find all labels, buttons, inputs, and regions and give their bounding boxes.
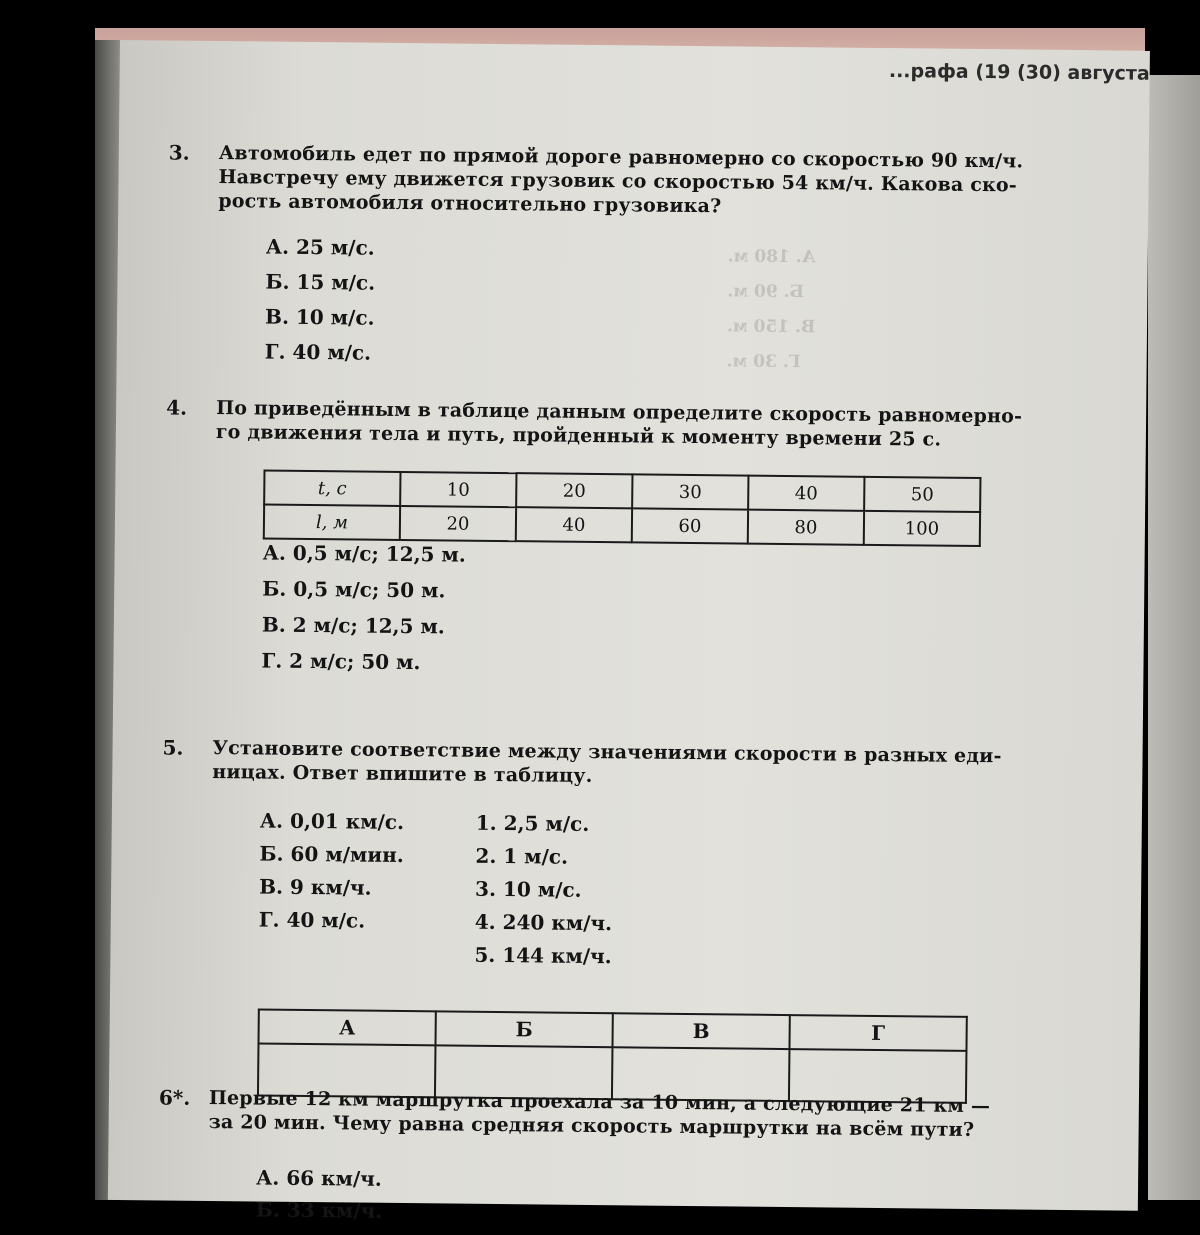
table-cell: 100 [864,511,980,546]
question-line: Навстречу ему движется грузовик со скоростью 54 км/ч. Какова ско- [218,166,1018,197]
task-question [218,141,1039,222]
table-cell: 20 [516,473,632,508]
answer-option-a: А. 25 м/с. [265,234,375,260]
task-number: 3. [168,140,190,165]
task-question [216,396,1036,453]
matching-left-item: А. 0,01 км/с. [259,808,405,835]
answer-header-b: Б [435,1011,612,1047]
table-cell: 40 [516,507,632,542]
table-cell: 40 [748,476,864,511]
answer-option-a: А. 66 км/ч. [255,1165,382,1191]
task-question [209,1086,1029,1143]
answer-option-v: В. 2 м/с; 12,5 м. [261,612,445,639]
matching-right-item: 4. 240 км/ч. [474,909,613,936]
answer-options [256,1161,383,1226]
table-cell: 60 [632,508,748,543]
adjacent-page-edge [1148,75,1200,1200]
task-4 [166,395,1026,675]
matching-right-item: 1. 2,5 м/с. [475,810,590,836]
running-header: ...рафа (19 (30) августа [888,60,1150,85]
answer-option-g: Г. 2 м/с; 50 м. [261,648,421,675]
answer-option-b: Б. 15 м/с. [265,269,376,295]
bleed-through-text: Г. 30 м. [726,351,801,373]
answer-header-g: Г [789,1015,966,1051]
task-5 [162,735,1023,1046]
answer-option-v: В. 10 м/с. [264,304,375,330]
table-cell: 30 [632,474,748,509]
question-line: Автомобиль едет по прямой дороге равномерно со скоростью 90 км/ч. [218,142,1024,173]
answer-option-b: Б. 0,5 м/с; 50 м. [262,576,446,603]
matching-left-item: В. 9 км/ч. [259,874,372,900]
matching-left-item: Б. 60 м/мин. [259,841,404,868]
matching-right-item: 2. 1 м/с. [475,843,569,869]
answer-header-v: В [612,1013,789,1049]
answer-options [261,535,466,681]
question-line: По приведённым в таблице данным определите скорость равномерно- [216,397,1023,428]
row-label-time: t, c [264,471,400,506]
matching-right-column [474,807,613,973]
answer-option-b: Б. 33 км/ч. [255,1197,383,1223]
table-cell: 20 [400,506,516,541]
table-cell: 80 [748,510,864,545]
matching-right-item: 5. 144 км/ч. [474,942,612,969]
question-line: Установите соответствие между значениями скорости в разных еди- [212,737,1002,768]
matching-left-item: Г. 40 м/с. [258,907,366,933]
table-cell: 10 [400,472,516,507]
question-line: за 20 мин. Чему равна средняя скорость маршрутки на всём пути? [208,1110,975,1142]
table-cell: 50 [864,477,980,512]
task-number: 5. [162,735,184,760]
matching-right-item: 3. 10 м/с. [475,876,582,902]
question-line: го движения тела и путь, пройденный к моменту времени 25 с. [215,421,942,451]
bleed-through-text: А. 180 м. [727,246,816,268]
task-number: 4. [166,395,188,420]
answer-option-a: А. 0,5 м/с; 12,5 м. [262,540,466,567]
bleed-through-text: В. 150 м. [726,316,816,338]
matching-left-column [259,805,405,939]
question-line: рость автомобиля относительно грузовика? [218,190,722,218]
row-label-distance: l, м [264,505,400,540]
task-number: 6*. [158,1085,191,1110]
task-question [212,736,1032,793]
bleed-through-text: Б. 90 м. [727,281,805,303]
answer-header-a: А [258,1010,435,1046]
answer-option-g: Г. 40 м/с. [264,339,372,365]
answer-options [265,230,376,371]
question-line: Первые 12 км маршрутка проехала за 10 мин, а следующие 21 км — [208,1086,991,1118]
question-line: ницах. Ответ впишите в таблицу. [212,761,593,787]
textbook-page [108,40,1150,1223]
